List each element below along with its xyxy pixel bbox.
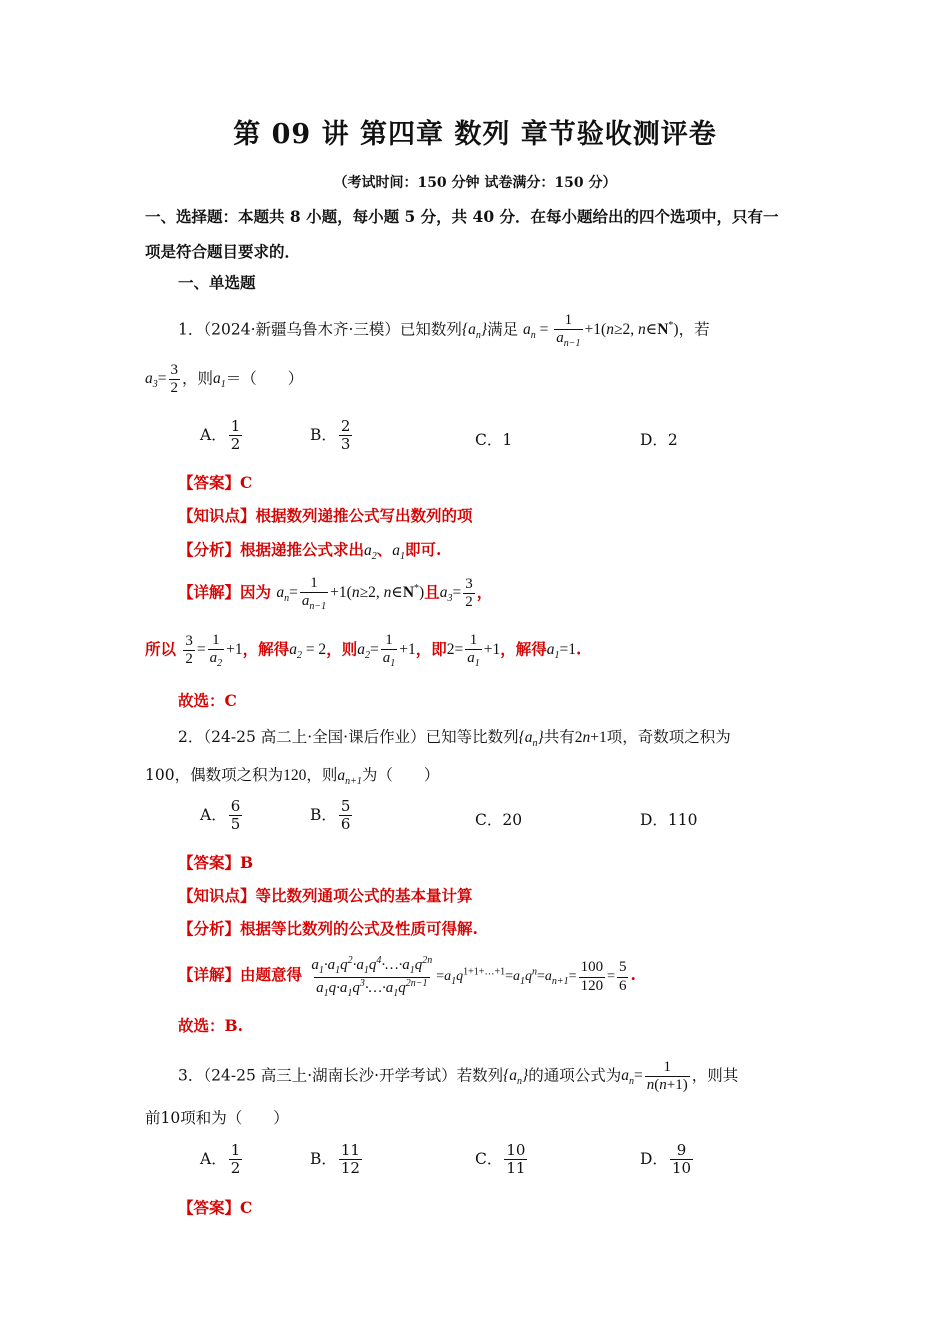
q1-detail-cont: 所以 $\frac{3}{2}$ = $\frac{1}{a_2}$ +1，解得$a_2 = 2$，则$a_2=$ $\frac{1}{a_1}$ +1，即2= $\frac{1}{a_1}$ +1，解得$a_1=1$. (145, 632, 582, 670)
q1-answer: 【答案】C (178, 473, 253, 492)
q3-option-d: D． $\frac{9}{10}$ (640, 1141, 692, 1178)
q3-answer: 【答案】C (178, 1198, 253, 1217)
q1-detail: 【详解】因为 $a_n=$ $\frac{1}{a_{n-1}}$ +1(n≥2, n∈N*)且$a_3=$ $\frac{3}{2}$ ， (178, 575, 493, 613)
exam-info: （考试时间：150 分钟 试卷满分：150 分） (333, 175, 617, 191)
q1-analysis: 【分析】根据递推公式求出$a_2$、$a_1$即可. (178, 540, 442, 563)
q2-stem: 2．（24-25 高二上·全国·课后作业）已知等比数列$\{a_n\}$共有2n+1项，奇数项之积为 (178, 728, 731, 750)
q2-option-d: D．110 (640, 811, 698, 829)
q2-knowledge: 【知识点】等比数列通项公式的基本量计算 (178, 886, 473, 905)
q3-stem-cont: 前10项和为（ ） (145, 1109, 289, 1127)
q2-choose: 故选：B. (178, 1016, 243, 1035)
subsection-heading: 一、单选题 (178, 273, 256, 292)
q1-option-c: C．1 (475, 431, 513, 449)
q3-option-c: C． $\frac{10}{11}$ (475, 1141, 526, 1178)
q1-stem-cont: $a_3=$ $\frac{3}{2}$ ，则$a_1=$（ ） (145, 362, 304, 397)
q2-option-c: C．20 (475, 811, 523, 829)
q2-answer: 【答案】B (178, 853, 254, 872)
q2-detail: 【详解】由题意得 $\frac{a_1\cdot a_1q^2\cdot a_1q^4\cdot\dots\cdot a_1q^{2n}}{a_1q\cdot a_1q^3\cdot\dots\cdot a_1q^{2n-1}}$ $=a_1q^{1+1+\dots+1}=a_1q^n=a_{n+1}=$ $\frac{100}{120}$ = $\frac{5}{6}$ . (178, 955, 636, 999)
q1-option-d: D．2 (640, 431, 678, 449)
q3-stem: 3．（24-25 高三上·湖南长沙·开学考试）若数列$\{a_n\}$的通项公式为$a_n=$ $\frac{1}{n(n+1)}$ ，则其 (178, 1059, 739, 1094)
q2-stem-cont: 100，偶数项之积为120，则$a_{n+1}$为（ ） (145, 766, 440, 788)
q1-knowledge: 【知识点】根据数列递推公式写出数列的项 (178, 506, 473, 525)
section-heading-cont: 项是符合题目要求的． (145, 242, 301, 261)
q2-option-b: B． $\frac{5}{6}$ (310, 797, 351, 834)
q1-stem: 1．（2024·新疆乌鲁木齐·三模）已知数列$\{a_n\}$满足 $a_n$ = $\frac{1}{a_{n-1}}$ +1(n≥2, n∈N*)，若 (178, 312, 710, 350)
q3-option-b: B． $\frac{11}{12}$ (310, 1141, 360, 1178)
q1-choose: 故选：C (178, 691, 237, 710)
q1-option-b: B． $\frac{2}{3}$ (310, 417, 351, 454)
page-title: 第 09 讲 第四章 数列 章节验收测评卷 (233, 119, 717, 150)
q2-analysis: 【分析】根据等比数列的公式及性质可得解. (178, 919, 478, 938)
section-heading: 一、选择题：本题共 8 小题，每小题 5 分，共 40 分．在每小题给出的四个选项中，只有一 (145, 207, 779, 226)
q3-option-a: A． $\frac{1}{2}$ (200, 1141, 241, 1178)
q2-option-a: A． $\frac{6}{5}$ (200, 797, 241, 834)
q1-option-a: A． $\frac{1}{2}$ (200, 417, 241, 454)
